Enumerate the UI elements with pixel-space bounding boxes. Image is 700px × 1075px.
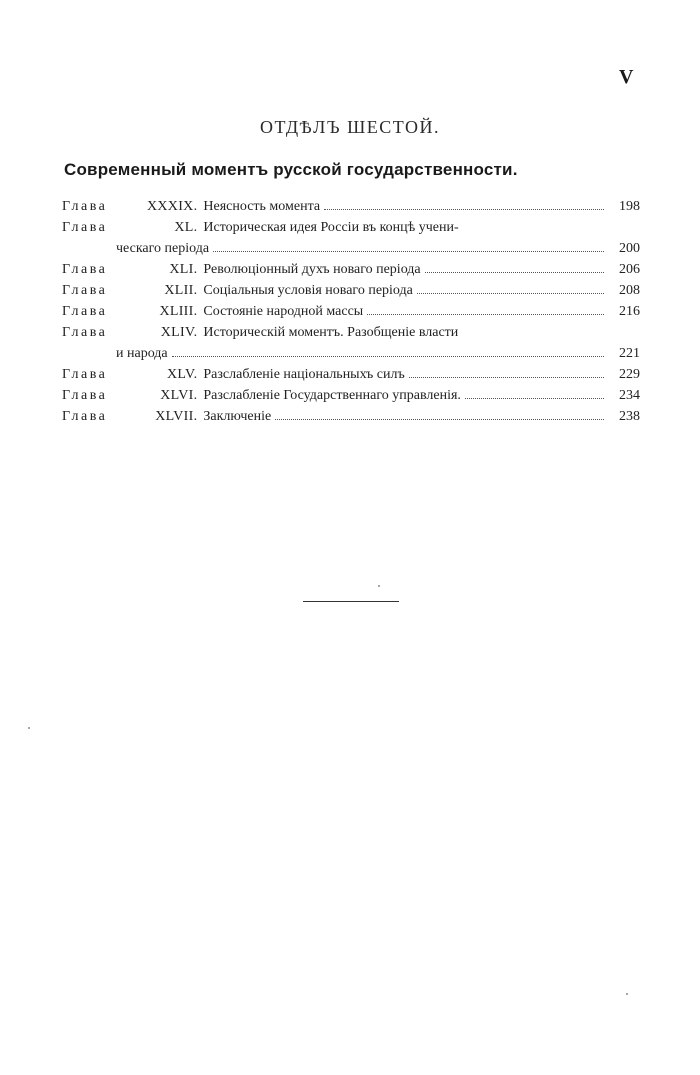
chapter-label: Глава	[62, 220, 108, 235]
dot-leader	[172, 356, 604, 357]
toc-entry-continuation	[62, 238, 640, 259]
chapter-page: 221	[619, 346, 640, 361]
toc-entry-continuation	[62, 343, 640, 364]
chapter-title-continuation: ческаго перiода	[116, 241, 210, 256]
print-speck	[378, 585, 380, 587]
chapter-numeral: XLIV.	[160, 325, 198, 340]
toc-entry	[62, 259, 640, 280]
print-speck	[28, 727, 30, 729]
chapter-label: Глава	[62, 367, 108, 382]
chapter-numeral: XL.	[174, 220, 198, 235]
chapter-title: Неясность момента	[203, 199, 321, 214]
chapter-numeral: XLVII.	[155, 409, 198, 424]
chapter-numeral: XLI.	[169, 262, 198, 277]
chapter-title: Революцiонный духъ новаго перiода	[203, 262, 421, 277]
chapter-label: Глава	[62, 199, 108, 214]
chapter-numeral: XLII.	[164, 283, 198, 298]
dot-leader	[213, 251, 604, 252]
toc-entry	[62, 217, 640, 238]
toc-entry	[62, 196, 640, 217]
chapter-title: Историческiй моментъ. Разобщенiе власти	[203, 325, 459, 340]
table-of-contents	[62, 196, 640, 427]
section-title: ОТДѢЛЪ ШЕСТОЙ.	[259, 117, 441, 137]
chapter-title: Соцiальныя условiя новаго перiода	[203, 283, 413, 298]
chapter-numeral: XXXIX.	[146, 199, 198, 214]
chapter-title: Состоянiе народной массы	[203, 304, 364, 319]
chapter-title: Историческая идея Россiи въ концѣ учени-	[203, 220, 459, 235]
dot-leader	[324, 209, 604, 210]
chapter-title-continuation: и народа	[116, 346, 168, 361]
chapter-title: Заключенiе	[203, 409, 272, 424]
chapter-label: Глава	[62, 388, 108, 403]
toc-entry	[62, 322, 640, 343]
chapter-label: Глава	[62, 262, 108, 277]
chapter-label: Глава	[62, 283, 108, 298]
chapter-label: Глава	[62, 304, 108, 319]
chapter-numeral: XLV.	[167, 367, 198, 382]
section-separator-rule	[303, 601, 399, 602]
toc-entry	[62, 406, 640, 427]
toc-entry	[62, 301, 640, 322]
chapter-page: 206	[619, 262, 640, 277]
print-speck	[626, 993, 628, 995]
toc-entry	[62, 364, 640, 385]
toc-entry	[62, 280, 640, 301]
dot-leader	[465, 398, 604, 399]
chapter-page: 208	[619, 283, 640, 298]
chapter-page: 200	[619, 241, 640, 256]
chapter-page: 198	[619, 199, 640, 214]
dot-leader	[367, 314, 604, 315]
chapter-page: 216	[619, 304, 640, 319]
dot-leader	[409, 377, 604, 378]
chapter-label: Глава	[62, 409, 108, 424]
toc-entry	[62, 385, 640, 406]
part-title: Современный моментъ русской государственности.	[64, 160, 518, 179]
dot-leader	[417, 293, 604, 294]
chapter-page: 238	[619, 409, 640, 424]
chapter-numeral: XLIII.	[159, 304, 198, 319]
dot-leader	[425, 272, 604, 273]
chapter-numeral: XLVI.	[160, 388, 198, 403]
page-number: V	[619, 66, 634, 88]
chapter-page: 234	[619, 388, 640, 403]
chapter-title: Разслабленiе Государственнаго управленiя.	[203, 388, 461, 403]
chapter-page: 229	[619, 367, 640, 382]
chapter-title: Разслабленiе нацiональныхъ силъ	[203, 367, 405, 382]
dot-leader	[275, 419, 604, 420]
chapter-label: Глава	[62, 325, 108, 340]
